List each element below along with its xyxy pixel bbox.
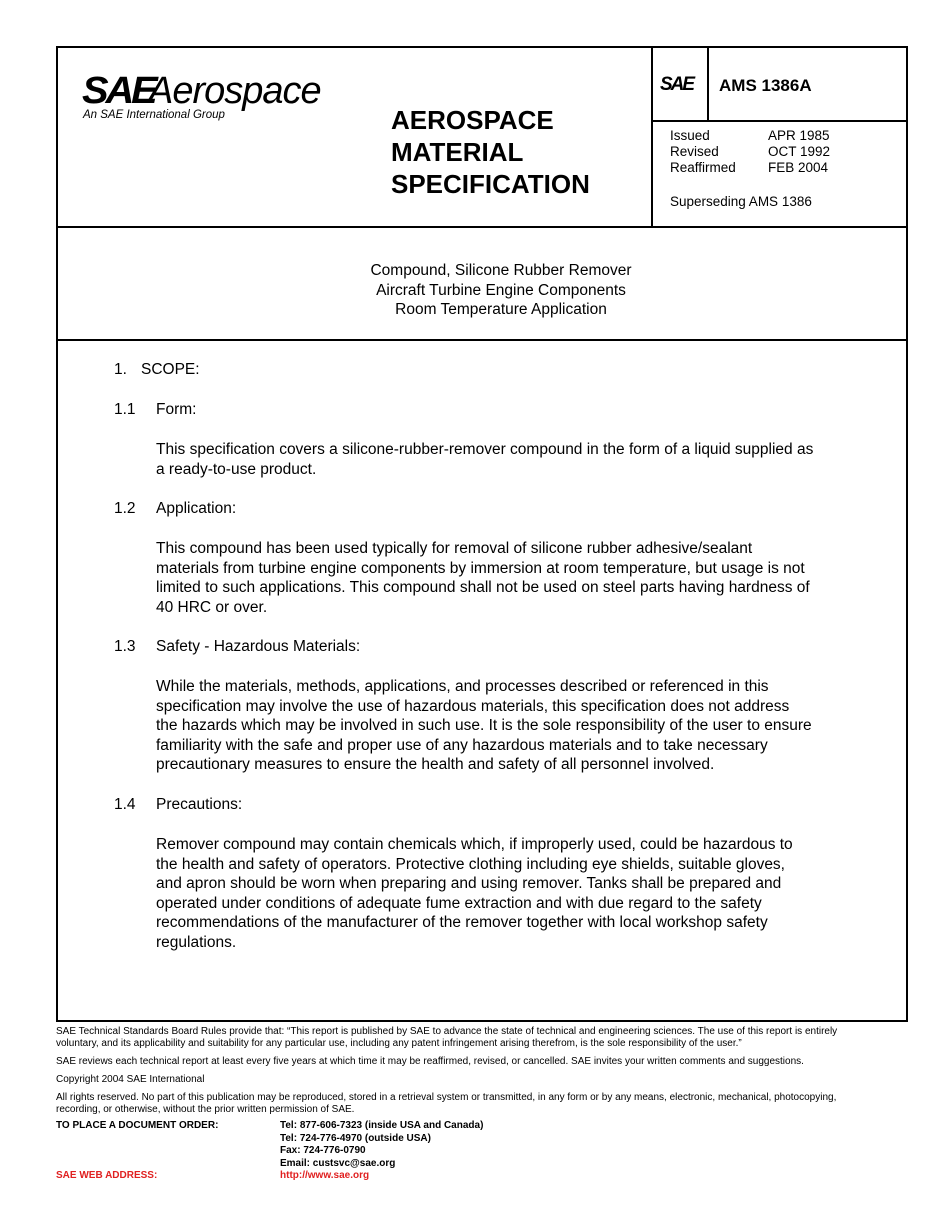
date-value: APR 1985	[768, 128, 830, 143]
spec-title-line: MATERIAL	[391, 137, 524, 167]
paragraph-line: a ready-to-use product.	[156, 460, 317, 478]
paragraph-line: limited to such applications. This compound shall not be used on steel parts having hardness of	[156, 579, 810, 596]
paragraph-line: 40 HRC or over.	[156, 598, 268, 616]
paragraph-line: While the materials, methods, applications, and processes described or referenced in this	[156, 678, 769, 695]
document-header	[58, 48, 906, 228]
logo-subtitle: An SAE International Group	[83, 109, 225, 121]
document-title-line: Aircraft Turbine Engine Components	[376, 281, 626, 299]
date-value: FEB 2004	[768, 160, 829, 175]
rules-notice	[56, 1026, 916, 1050]
section-heading: SCOPE:	[141, 361, 200, 378]
date-label: Revised	[670, 144, 719, 159]
date-label: Reaffirmed	[670, 160, 736, 175]
rules-line: voluntary, and its applicability and suitability for any particular use, including any patent infringement arising therefrom, is the sole responsibility of the user.”	[56, 1038, 742, 1049]
rights-line: All rights reserved. No part of this publication may be reproduced, stored in a retrieval system or transmitted, in any form or by any means, electronic, mechanical, photocopying,	[56, 1092, 837, 1103]
date-value: OCT 1992	[768, 144, 831, 159]
paragraph-line: specification may involve the use of hazardous materials, this specification does not address	[156, 697, 790, 715]
section-heading: Application:	[156, 500, 237, 517]
legal-footer	[56, 1026, 916, 1122]
paragraph-line: familiarity with the safe and proper use of any hazardous materials and to take necessary	[156, 736, 768, 754]
section-heading: Safety - Hazardous Materials:	[156, 638, 361, 655]
paragraph-line: This specification covers a silicone-rubber-remover compound in the form of a liquid supplied as	[156, 441, 814, 458]
rules-line: SAE Technical Standards Board Rules provide that: “This report is published by SAE to advance the state of technical and engineering sciences. The use of this report is entirely	[56, 1026, 838, 1037]
rights-notice	[56, 1092, 916, 1116]
web-address-link[interactable]: http://www.sae.org	[280, 1170, 370, 1181]
date-label: Issued	[670, 128, 710, 143]
logo-sae-text: SAE	[82, 70, 155, 112]
order-phone-international[interactable]: Tel: 724-776-4970 (outside USA)	[280, 1132, 431, 1144]
paragraph-line: Remover compound may contain chemicals which, if improperly used, could be hazardous to	[156, 836, 793, 853]
date-row	[670, 160, 900, 176]
doc-number-row	[653, 48, 908, 122]
paragraph-line: the health and safety of operators. Protective clothing including eye shields, suitable gloves,	[156, 855, 785, 873]
date-list	[670, 128, 900, 176]
section-number: 1.2	[114, 500, 136, 517]
paragraph-line: This compound has been used typically for removal of silicone rubber adhesive/sealant	[156, 540, 753, 557]
doc-number: AMS 1386A	[719, 76, 812, 95]
date-row	[670, 128, 900, 144]
paragraph-line: precautionary measures to ensure the health and safety of all personnel involved.	[156, 756, 715, 773]
document-title-line: Compound, Silicone Rubber Remover	[370, 262, 632, 279]
document-title-line: Room Temperature Application	[395, 301, 607, 318]
spec-title-line: SPECIFICATION	[391, 169, 590, 199]
paragraph-line: the hazards which may be involved in such use. It is the sole responsibility of the user to ensure	[156, 717, 812, 734]
section-heading: Form:	[156, 401, 197, 418]
superseding-note: Superseding AMS 1386	[670, 194, 812, 209]
document-frame	[56, 46, 908, 1022]
web-address-label: SAE WEB ADDRESS:	[56, 1170, 158, 1181]
section-number: 1.4	[114, 796, 136, 813]
doc-info-box	[651, 48, 908, 226]
section-1-3-paragraph	[156, 677, 896, 775]
section-number: 1.1	[114, 401, 136, 418]
order-label: TO PLACE A DOCUMENT ORDER:	[56, 1120, 219, 1131]
logo-aerospace-text: Aerospace	[148, 70, 321, 112]
section-number: 1.3	[114, 638, 136, 655]
rights-line: recording, or otherwise, without the prior written permission of SAE.	[56, 1104, 355, 1115]
order-phone-domestic[interactable]: Tel: 877-606-7323 (inside USA and Canada)	[280, 1120, 484, 1131]
paragraph-line: regulations.	[156, 933, 237, 951]
order-email[interactable]: Email: custsvc@sae.org	[280, 1157, 396, 1169]
date-row	[670, 144, 900, 160]
section-1-1-paragraph	[156, 440, 896, 479]
document-title-box	[58, 228, 906, 341]
small-sae-logo	[653, 48, 709, 120]
paragraph-line: materials from turbine engine components by immersion at room temperature, but usage is not	[156, 559, 805, 577]
section-1-4-paragraph	[156, 835, 896, 952]
paragraph-line: recommendations of the manufacturer of the remover together with local workshop safety	[156, 914, 768, 931]
section-heading: Precautions:	[156, 796, 243, 813]
spec-type-title	[391, 104, 651, 200]
spec-title-line: AEROSPACE	[391, 105, 554, 135]
paragraph-line: and apron should be worn when preparing and using remover. Tanks shall be prepared and	[156, 875, 782, 892]
small-logo-text: SAE	[660, 74, 694, 95]
order-fax: Fax: 724-776-0790	[280, 1145, 366, 1156]
review-notice: SAE reviews each technical report at least every five years at which time it may be reaffirmed, revised, or cancelled. SAE invites your written comments and suggestions.	[56, 1056, 804, 1067]
paragraph-line: operated under conditions of adequate fume extraction and with due regard to the safety	[156, 894, 762, 912]
section-1-2-paragraph	[156, 539, 896, 617]
copyright-notice: Copyright 2004 SAE International	[56, 1074, 205, 1085]
section-number: 1.	[114, 361, 127, 378]
